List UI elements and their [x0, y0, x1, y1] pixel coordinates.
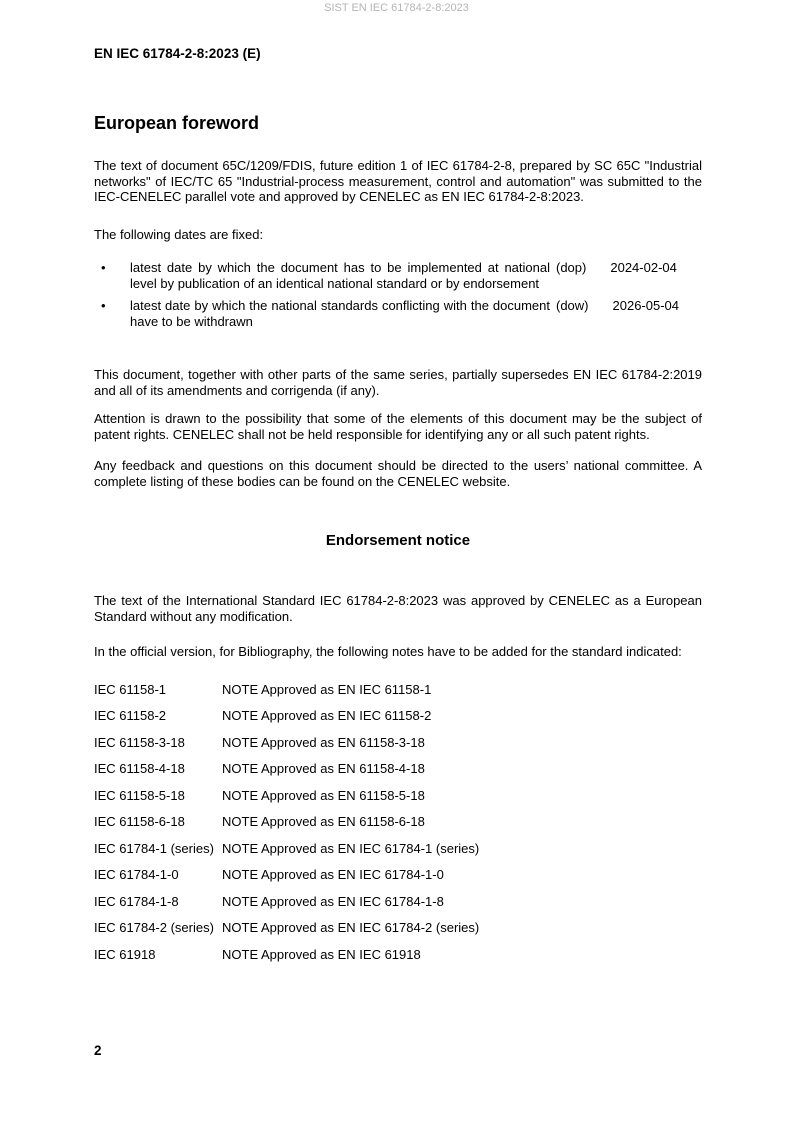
bullet-marker: •: [101, 298, 106, 313]
date-item-text: latest date by which the document has to be implemented at national level by publication of an identical national standard or by endorsement: [130, 260, 550, 291]
date-item-abbr: (dop): [556, 260, 587, 275]
date-item-text: latest date by which the national standards conflicting with the document have to be withdrawn: [130, 298, 550, 329]
standard-id: IEC 61784-1 (series): [94, 840, 214, 856]
endorsement-paragraph-2: In the official version, for Bibliography, the following notes have to be added for the standard indicated:: [94, 644, 682, 659]
standard-id: IEC 61158-1: [94, 681, 167, 697]
watermark-header: SIST EN IEC 61784-2-8:2023: [324, 2, 469, 14]
standard-note: NOTE Approved as EN IEC 61918: [222, 946, 421, 962]
foreword-paragraph-1: The text of document 65C/1209/FDIS, future edition 1 of IEC 61784-2-8, prepared by SC 65C "Industrial networks" of IEC/TC 65 "Industrial-process measurement, control and automation" was submitted to the IEC-CENELEC parallel vote and approved by CENELEC as EN IEC 61784-2-8:2023.: [94, 158, 702, 204]
date-item-dop: [94, 260, 702, 291]
standard-note: NOTE Approved as EN 61158-3-18: [222, 734, 425, 750]
standard-id: IEC 61784-1-0: [94, 867, 179, 882]
foreword-paragraph-4: Any feedback and questions on this document should be directed to the users’ national committee. A complete listing of these bodies can be found on the CENELEC website.: [94, 458, 702, 489]
date-item-dow: [94, 298, 702, 329]
bullet-marker: •: [101, 260, 106, 275]
foreword-paragraph-2: This document, together with other parts of the same series, partially supersedes EN IEC 61784-2:2019 and all of its amendments and corrigenda (if any).: [94, 367, 702, 398]
page-content: [94, 46, 702, 962]
dates-intro: The following dates are fixed:: [94, 226, 264, 242]
standard-note: NOTE Approved as EN IEC 61158-2: [222, 708, 432, 723]
bibliography-note-row: [94, 814, 702, 830]
bibliography-note-row: [94, 761, 702, 777]
standard-note: NOTE Approved as EN 61158-6-18: [222, 814, 425, 829]
standard-note: NOTE Approved as EN IEC 61784-2 (series): [222, 920, 480, 935]
standard-note: NOTE Approved as EN IEC 61784-1-0: [222, 867, 444, 882]
endorsement-paragraph-1: The text of the International Standard IEC 61784-2-8:2023 was approved by CENELEC as a European Standard without any modification.: [94, 593, 702, 624]
page-number: 2: [94, 1043, 102, 1058]
standard-id: IEC 61158-4-18: [94, 761, 185, 776]
bibliography-note-row: [94, 894, 702, 910]
foreword-heading: European foreword: [94, 113, 260, 133]
foreword-paragraph-3: Attention is drawn to the possibility that some of the elements of this document may be the subject of patent rights. CENELEC shall not be held responsible for identifying any or all such patent rights.: [94, 411, 702, 442]
bibliography-note-row: [94, 867, 702, 883]
standard-id: IEC 61158-3-18: [94, 734, 185, 750]
standard-id: IEC 61784-2 (series): [94, 920, 214, 935]
standard-id: IEC 61918: [94, 946, 156, 962]
standard-note: NOTE Approved as EN 61158-5-18: [222, 787, 425, 803]
standard-note: NOTE Approved as EN IEC 61784-1-8: [222, 893, 444, 909]
bibliography-note-row: [94, 841, 702, 857]
standard-id: IEC 61784-1-8: [94, 893, 179, 909]
bibliography-note-row: [94, 708, 702, 724]
date-item-date: 2024-02-04: [610, 260, 677, 275]
standard-id: IEC 61158-6-18: [94, 814, 185, 829]
bibliography-note-row: [94, 735, 702, 751]
standard-note: NOTE Approved as EN IEC 61784-1 (series): [222, 840, 480, 856]
bibliography-note-row: [94, 682, 702, 698]
bibliography-note-row: [94, 920, 702, 936]
bibliography-note-row: [94, 788, 702, 804]
endorsement-heading: Endorsement notice: [325, 532, 471, 549]
standard-id: IEC 61158-5-18: [94, 787, 185, 803]
standard-id: IEC 61158-2: [94, 708, 167, 723]
document-reference: EN IEC 61784-2-8:2023 (E): [94, 46, 261, 61]
date-item-date: 2026-05-04: [612, 298, 680, 313]
standard-note: NOTE Approved as EN 61158-4-18: [222, 761, 425, 776]
date-item-abbr: (dow): [556, 298, 589, 313]
standard-note: NOTE Approved as EN IEC 61158-1: [222, 681, 432, 697]
bibliography-note-row: [94, 947, 702, 963]
